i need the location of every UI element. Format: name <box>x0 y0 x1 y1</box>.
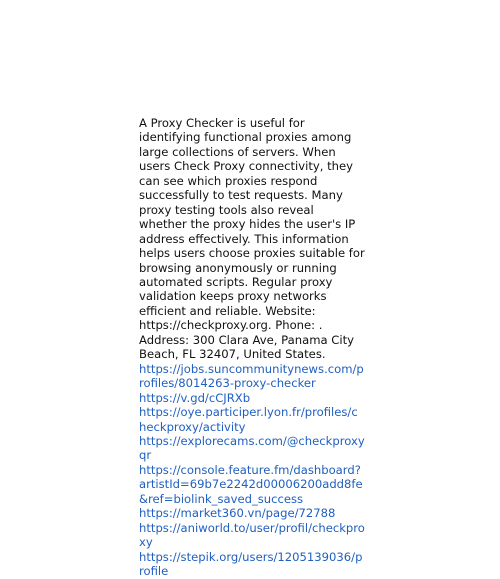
link-item[interactable]: https://explorecams.com/@checkproxyqr <box>139 433 365 463</box>
link-item[interactable]: https://aniworld.to/user/profil/checkproxy <box>139 520 365 550</box>
link-item[interactable]: https://console.feature.fm/dashboard?artistId=69b7e2242d00006200add8fe&ref=biolink_saved_success <box>139 462 363 506</box>
link-list <box>139 362 365 579</box>
link-item[interactable]: https://jobs.suncommunitynews.com/profiles/8014263-proxy-checker <box>139 361 364 391</box>
link-item[interactable]: https://oye.participer.lyon.fr/profiles/checkproxy/activity <box>139 405 358 434</box>
bio-text: A Proxy Checker is useful for identifying functional proxies among large collections of servers. When users Check Proxy connectivity, they can see which proxies respond successfully to test requests. Many proxy testing tools also reveal whether the proxy hides the user's IP address effectively. This information helps users choose proxies suitable for browsing anonymously or running automated scripts. Regular proxy validation keeps proxy networks efficient and reliable. Website: https://checkproxy.org. Phone: . Address: 300 Clara Ave, Panama City Beach, FL 32407, United States. <box>139 116 365 362</box>
link-item[interactable]: https://v.gd/cCJRXb <box>139 390 251 405</box>
link-item[interactable]: https://market360.vn/page/72788 <box>139 506 336 521</box>
profile-content <box>139 116 365 579</box>
link-item[interactable]: https://stepik.org/users/1205139036/profile <box>139 549 363 579</box>
